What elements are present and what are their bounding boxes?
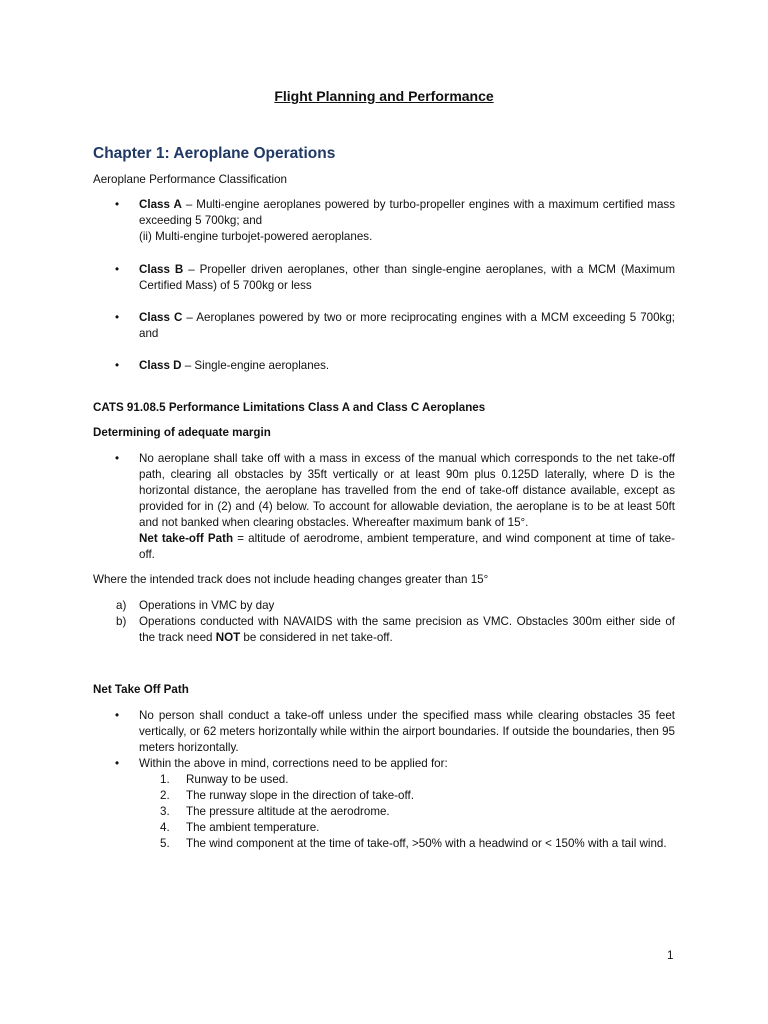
correction-text: The ambient temperature. [186,821,320,834]
margin-text: No aeroplane shall take off with a mass in excess of the manual which corresponds to the net take-off path, clearing all obstacles by 35ft vertically or at least 90m plus 0.125D laterally, where D is the horizontal distance, the aeroplane has travelled from the end of take-off distance available, except as provided for in (2) and (4) below. To account for allowable deviation, the aeroplane is to be at least 50ft and not banked when clearing obstacles. Whereafter maximum bank of 15°. [139,452,675,529]
ntop-text: Within the above in mind, corrections need to be applied for: [139,757,448,770]
list-marker: 3. [160,805,170,818]
text-segment: be considered in net take-off. [240,631,393,644]
cats-heading: CATS 91.08.5 Performance Limitations Class A and Class C Aeroplanes [93,401,486,414]
correction-item-1 [160,772,675,788]
class-b-text [139,262,675,294]
list-marker: a) [116,599,127,612]
bullet-icon: • [115,757,120,770]
chapter-heading: Chapter 1: Aeroplane Operations [93,145,336,162]
class-c-text [139,310,675,342]
correction-item-3 [160,804,675,820]
ntop-text: No person shall conduct a take-off unless under the specified mass while clearing obstacles 35 feet vertically, or 62 meters horizontally while within the airport boundaries. If outside the boundaries, then 95 meters horizontally. [139,709,675,754]
list-item-margin [115,451,675,563]
list-item-class-c [115,310,676,342]
alpha-item-b [116,614,675,646]
list-marker: 5. [160,837,170,850]
list-marker: 2. [160,789,170,802]
page-number: 1 [667,949,674,962]
correction-item-2 [160,788,675,804]
list-item-ntop-2 [115,756,675,772]
net-path-label: Net take-off Path [139,532,234,545]
bullet-icon: • [115,452,120,465]
classification-intro: Aeroplane Performance Classification [93,173,287,186]
correction-text: The pressure altitude at the aerodrome. [186,805,390,818]
class-a-extra: (ii) Multi-engine turbojet-powered aeroplanes. [139,230,373,243]
class-d-text [139,358,675,374]
list-item-class-a [115,197,675,245]
bullet-icon: • [115,359,120,372]
list-item-ntop-1 [115,708,675,756]
net-take-off-heading: Net Take Off Path [93,683,189,696]
list-item-class-b [115,262,676,294]
class-label: Class D [139,359,182,372]
class-label: Class C [139,311,183,324]
list-marker: 4. [160,821,170,834]
bullet-icon: • [115,311,120,324]
correction-text: The runway slope in the direction of take-off. [186,789,414,802]
bullet-icon: • [115,709,120,722]
class-label: Class A [139,198,182,211]
document-title: Flight Planning and Performance [274,88,494,104]
emphasis-not: NOT [215,631,241,644]
alpha-item-a [116,598,675,614]
correction-item-5 [160,836,675,852]
document-page [93,0,675,1024]
margin-heading: Determining of adequate margin [93,426,271,439]
alpha-item-text [139,614,675,646]
class-description: – Aeroplanes powered by two or more reciprocating engines with a MCM exceeding 5 700kg; and [139,311,676,340]
alpha-item-text: Operations in VMC by day [139,599,275,612]
list-item-class-d [115,358,675,374]
net-path-definition [139,531,675,563]
list-marker: b) [116,615,127,628]
bullet-icon: • [115,263,120,276]
class-description: – Propeller driven aeroplanes, other than single-engine aeroplanes, with a MCM (Maximum Certified Mass) of 5 700kg or less [139,263,676,292]
class-description: – Multi-engine aeroplanes powered by turbo-propeller engines with a maximum certified mass exceeding 5 700kg; and [139,198,675,227]
bullet-icon: • [115,198,120,211]
list-marker: 1. [160,773,170,786]
text-segment: Operations conducted with NAVAIDS with the same precision as VMC. Obstacles 300m either side of the track need [139,615,675,644]
net-path-text: = altitude of aerodrome, ambient temperature, and wind component at time of take-off. [139,532,675,561]
correction-text: Runway to be used. [186,773,289,786]
correction-text: The wind component at the time of take-off, >50% with a headwind or < 150% with a tail wind. [186,837,667,850]
correction-item-4 [160,820,675,836]
track-sentence: Where the intended track does not include heading changes greater than 15° [93,573,489,586]
class-a-text [139,197,675,229]
class-label: Class B [139,263,184,276]
class-description: – Single-engine aeroplanes. [181,359,330,372]
